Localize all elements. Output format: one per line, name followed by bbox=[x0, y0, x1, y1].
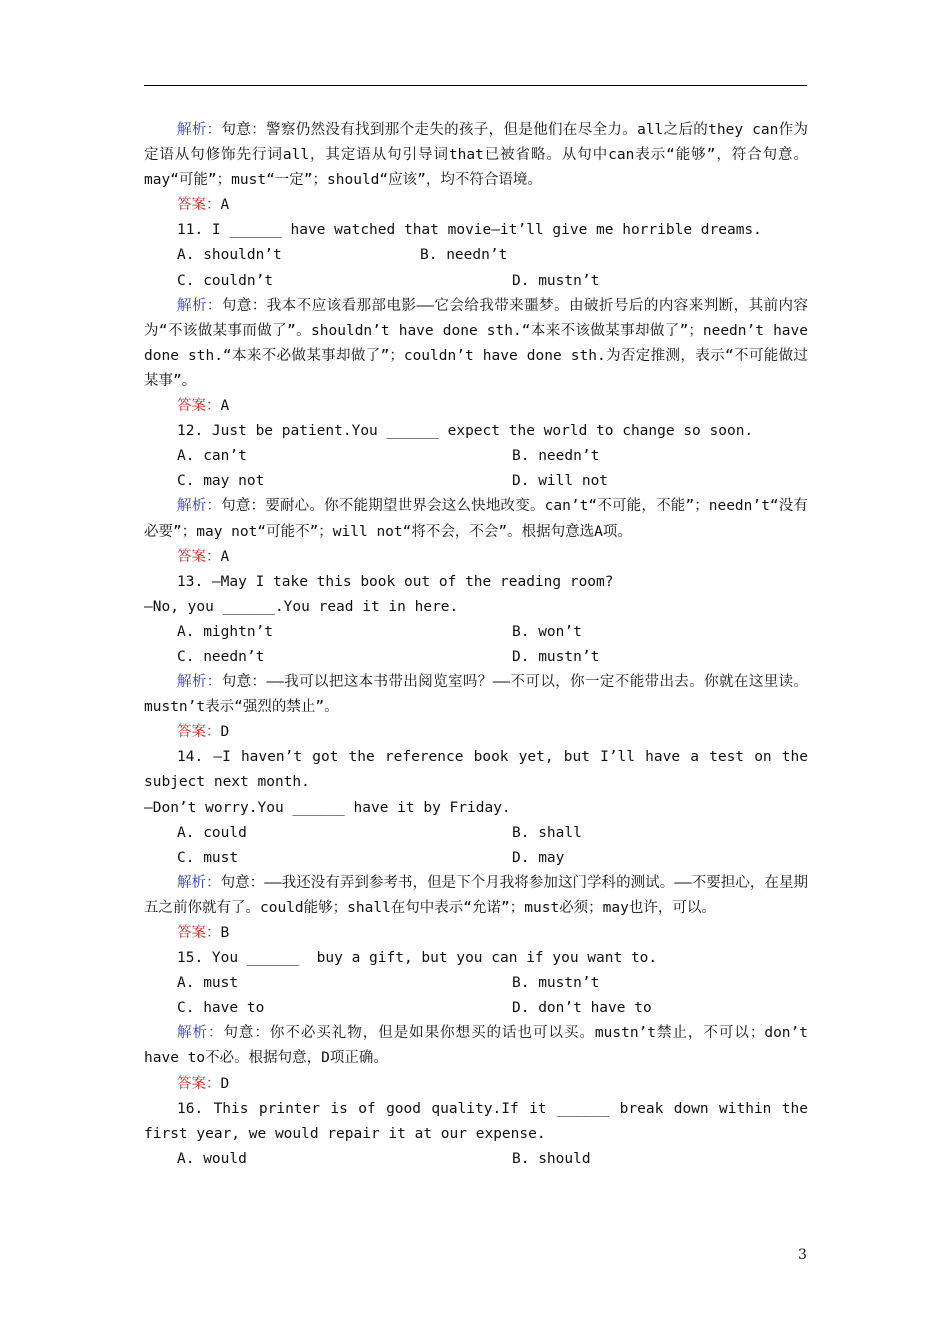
analysis-paragraph bbox=[144, 1021, 808, 1071]
answer-label: 答案： bbox=[177, 1075, 221, 1092]
answer-value: A bbox=[220, 548, 230, 565]
analysis-text: 句意：要耐心。你不能期望世界会这么快地改变。can’t“不可能，不能”；needn’t“没有必要”；may not“可能不”；will not“将不会，不会”。根据句意选A项。 bbox=[144, 498, 808, 540]
options-row bbox=[144, 620, 808, 645]
analysis-label: 解析： bbox=[177, 674, 222, 691]
analysis-paragraph bbox=[144, 118, 808, 193]
analysis-label: 解析： bbox=[177, 297, 222, 314]
option-c: C. couldn’t bbox=[177, 272, 274, 289]
options-row bbox=[144, 243, 808, 268]
option-b: B. needn’t bbox=[420, 247, 508, 264]
answer-label: 答案： bbox=[177, 724, 221, 741]
page-number: 3 bbox=[798, 1247, 807, 1263]
option-b: B. needn’t bbox=[512, 448, 600, 465]
analysis-label: 解析： bbox=[177, 874, 221, 891]
answer-line bbox=[144, 545, 808, 570]
answer-label: 答案： bbox=[177, 398, 221, 415]
option-d: D. mustn’t bbox=[512, 648, 600, 665]
analysis-paragraph bbox=[144, 494, 808, 544]
answer-line bbox=[144, 1072, 808, 1097]
answer-label: 答案： bbox=[177, 197, 221, 214]
analysis-text: 句意：警察仍然没有找到那个走失的孩子，但是他们在尽全力。all之后的they can作为定语从句修饰先行词all，其定语从句引导词that已被省略。从句中can表示“能够”，符合句意。may“可能”；must“一定”；should“应该”，均不符合语境。 bbox=[144, 122, 809, 189]
analysis-paragraph bbox=[144, 871, 808, 921]
option-b: B. shall bbox=[512, 824, 582, 841]
answer-label: 答案： bbox=[177, 925, 221, 941]
options-row bbox=[144, 971, 808, 996]
option-d: D. don’t have to bbox=[512, 1000, 652, 1017]
answer-value: D bbox=[220, 1075, 230, 1092]
options-row bbox=[144, 469, 808, 494]
option-d: D. mustn’t bbox=[512, 272, 600, 289]
answer-value: B bbox=[220, 925, 230, 941]
option-d: D. may bbox=[512, 849, 565, 866]
answer-label: 答案： bbox=[177, 548, 221, 565]
page-content bbox=[144, 118, 808, 1172]
analysis-text: 句意：你不必买礼物，但是如果你想买的话也可以买。mustn’t禁止，不可以；don’t have to不必。根据句意，D项正确。 bbox=[144, 1025, 808, 1067]
options-row bbox=[144, 821, 808, 846]
analysis-text: 句意：我本不应该看那部电影——它会给我带来噩梦。由破折号后的内容来判断，其前内容为“不该做某事而做了”。shouldn’t have done sth.“本来不该做某事却做了”；needn’t have done sth.“本来不必做某事却做了”；couldn’t have done sth.为否定推测，表示“不可能做过某事”。 bbox=[144, 297, 809, 389]
answer-line bbox=[144, 394, 808, 419]
analysis-text: 句意：——我还没有弄到参考书，但是下个月我将参加这门学科的测试。——不要担心，在星期五之前你就有了。could能够；shall在句中表示“允诺”；must必须；may也许，可以。 bbox=[144, 874, 809, 916]
answer-line bbox=[144, 921, 808, 946]
option-c: C. may not bbox=[177, 473, 265, 490]
answer-value: D bbox=[220, 724, 230, 741]
question-stem: 16. This printer is of good quality.If it ______ break down within the first year, we would repair it at our expense. bbox=[144, 1100, 808, 1142]
question-stem-reply: —Don’t worry.You ______ have it by Friday. bbox=[144, 799, 511, 816]
analysis-label: 解析： bbox=[177, 1025, 224, 1042]
header-rule bbox=[144, 85, 807, 86]
question-stem-reply: —No, you ______.You read it in here. bbox=[144, 598, 459, 615]
option-c: C. must bbox=[177, 849, 239, 866]
option-c: C. have to bbox=[177, 1000, 265, 1017]
question-stem: 15. You ______ buy a gift, but you can if you want to. bbox=[177, 950, 658, 967]
option-a: A. must bbox=[177, 975, 239, 992]
option-b: B. should bbox=[512, 1150, 591, 1167]
option-b: B. mustn’t bbox=[512, 975, 600, 992]
analysis-paragraph bbox=[144, 294, 808, 394]
options-row bbox=[144, 996, 808, 1021]
analysis-label: 解析： bbox=[177, 122, 222, 138]
option-c: C. needn’t bbox=[177, 648, 265, 665]
analysis-paragraph bbox=[144, 670, 808, 720]
option-b: B. won’t bbox=[512, 623, 582, 640]
analysis-label: 解析： bbox=[177, 498, 222, 515]
option-a: A. mightn’t bbox=[177, 623, 274, 640]
options-row bbox=[144, 1147, 808, 1172]
options-row bbox=[144, 269, 808, 294]
options-row bbox=[144, 645, 808, 670]
question-stem: 12. Just be patient.You ______ expect the world to change so soon. bbox=[177, 423, 754, 440]
question-stem: 13. —May I take this book out of the reading room? bbox=[177, 573, 614, 590]
question-stem: 11. I ______ have watched that movie—it’ll give me horrible dreams. bbox=[177, 222, 762, 239]
answer-line bbox=[144, 193, 808, 218]
answer-line bbox=[144, 720, 808, 745]
option-a: A. can’t bbox=[177, 448, 247, 465]
question-stem: 14. —I haven’t got the reference book yet, but I’ll have a test on the subject next month. bbox=[144, 749, 808, 791]
answer-value: A bbox=[220, 398, 230, 415]
analysis-text: 句意：——我可以把这本书带出阅览室吗？——不可以，你一定不能带出去。你就在这里读。mustn’t表示“强烈的禁止”。 bbox=[144, 674, 809, 716]
answer-value: A bbox=[220, 197, 230, 214]
options-row bbox=[144, 846, 808, 871]
option-a: A. shouldn’t bbox=[177, 247, 282, 264]
option-a: A. would bbox=[177, 1150, 247, 1167]
option-d: D. will not bbox=[512, 473, 609, 490]
option-a: A. could bbox=[177, 824, 247, 841]
options-row bbox=[144, 444, 808, 469]
